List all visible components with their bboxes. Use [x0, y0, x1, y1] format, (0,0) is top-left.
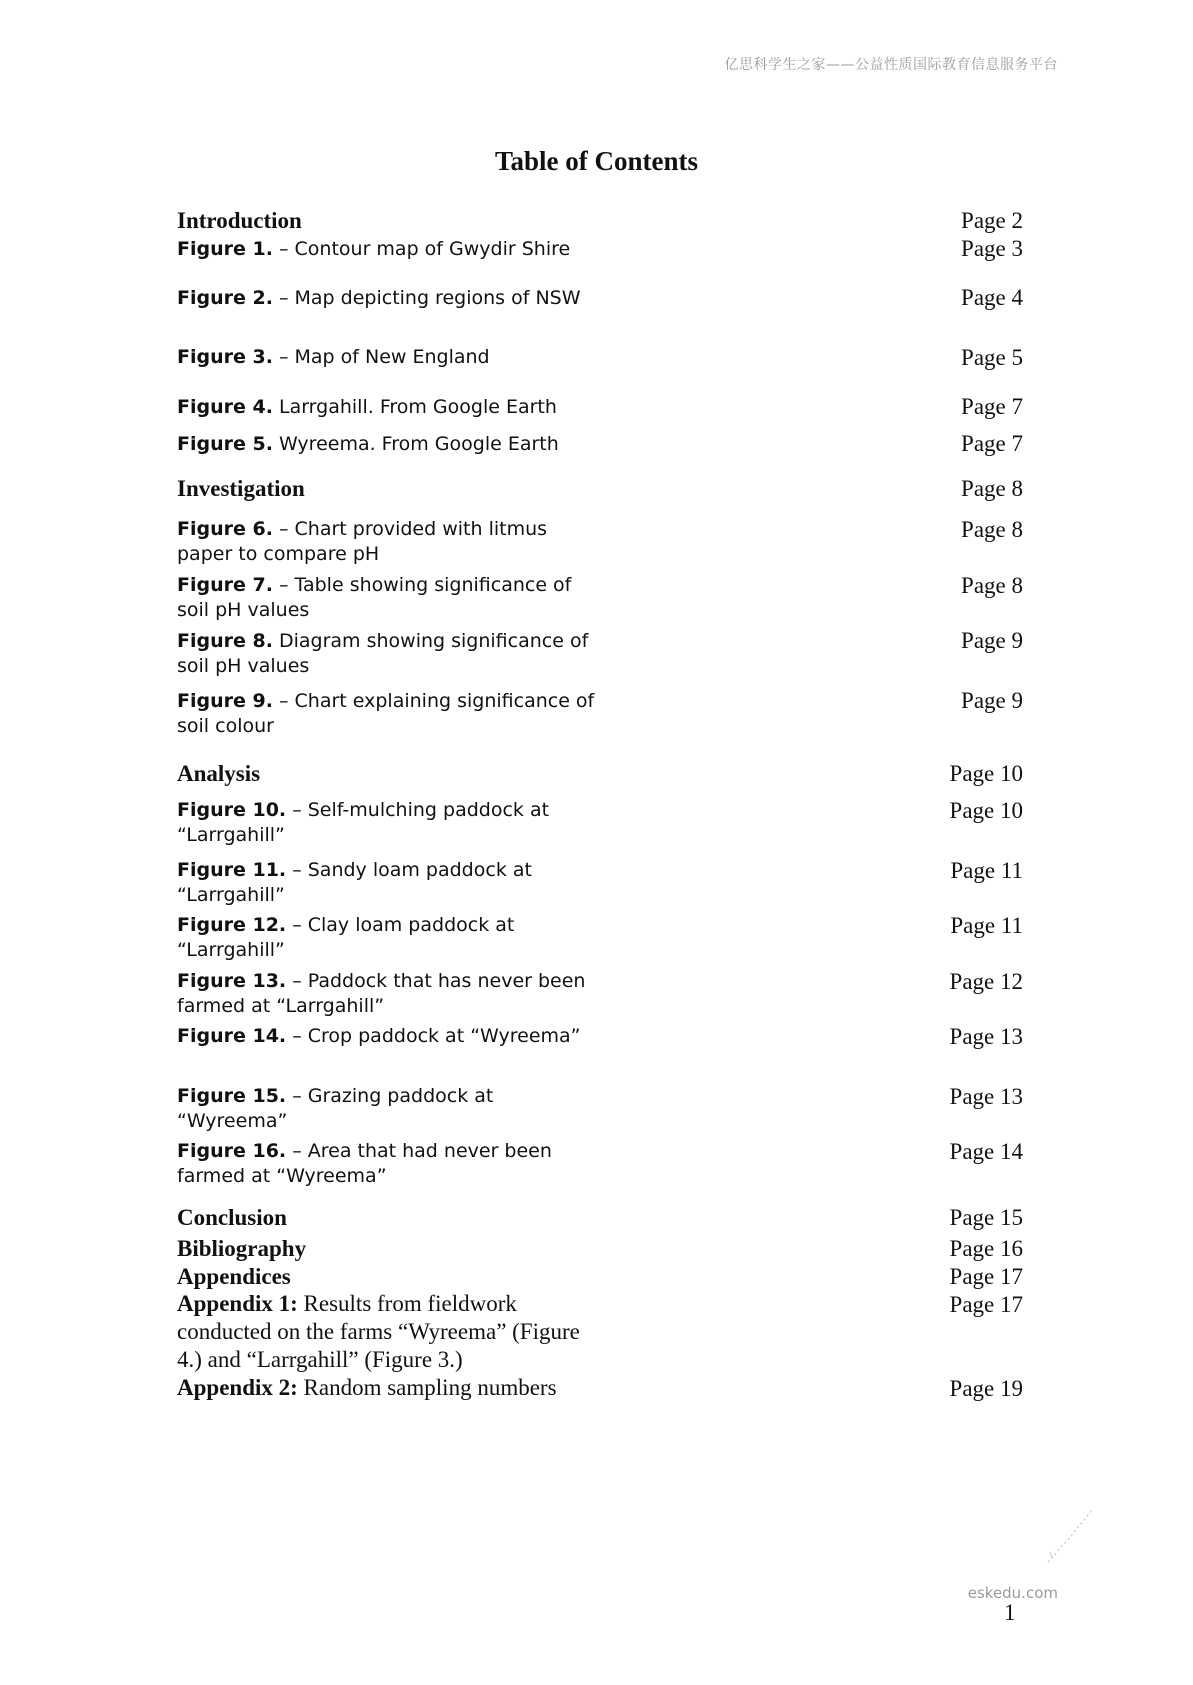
toc-page-figure-10: Page 10 — [949, 798, 1023, 823]
toc-figure-7: Figure 7. – Table showing significance of soil pH values — [177, 574, 572, 621]
pencil-mark-scribble — [1040, 1500, 1100, 1570]
footer-watermark: eskedu.com — [967, 1584, 1058, 1602]
toc-page-figure-1: Page 3 — [961, 236, 1023, 261]
toc-figure-14: Figure 14. – Crop paddock at “Wyreema” — [177, 1025, 581, 1047]
toc-page-appendices: Page 17 — [949, 1264, 1023, 1289]
page-number: 1 — [1004, 1600, 1016, 1625]
toc-page-figure-6: Page 8 — [961, 517, 1023, 542]
toc-page-figure-15: Page 13 — [949, 1084, 1023, 1109]
toc-section-analysis: Analysis — [177, 761, 261, 786]
toc-figure-12: Figure 12. – Clay loam paddock at “Larrgahill” — [177, 914, 515, 961]
toc-page-analysis: Page 10 — [949, 761, 1023, 786]
toc-page-figure-13: Page 12 — [949, 969, 1023, 994]
toc-page-investigation: Page 8 — [961, 476, 1023, 501]
toc-page-figure-2: Page 4 — [961, 285, 1023, 310]
toc-page-figure-4: Page 7 — [961, 394, 1023, 419]
toc-section-bibliography: Bibliography — [177, 1236, 307, 1261]
toc-page-figure-5: Page 7 — [961, 431, 1023, 456]
toc-page-bibliography: Page 16 — [949, 1236, 1023, 1261]
toc-figure-6: Figure 6. – Chart provided with litmus paper to compare pH — [177, 518, 548, 565]
toc-figure-1: Figure 1. – Contour map of Gwydir Shire — [177, 238, 571, 260]
toc-figure-16: Figure 16. – Area that had never been farmed at “Wyreema” — [177, 1140, 552, 1187]
toc-page-appendix-1: Page 17 — [949, 1292, 1023, 1317]
toc-figure-2: Figure 2. – Map depicting regions of NSW — [177, 287, 581, 309]
toc-appendix-2: Appendix 2: Random sampling numbers — [177, 1375, 557, 1400]
toc-section-conclusion: Conclusion — [177, 1205, 287, 1230]
toc-figure-15: Figure 15. – Grazing paddock at “Wyreema” — [177, 1085, 494, 1132]
toc-page-figure-9: Page 9 — [961, 688, 1023, 713]
toc-section-investigation: Investigation — [177, 476, 305, 501]
toc-figure-9: Figure 9. – Chart explaining significance of soil colour — [177, 690, 595, 737]
toc-page-conclusion: Page 15 — [949, 1205, 1023, 1230]
toc-page-figure-7: Page 8 — [961, 573, 1023, 598]
toc-figure-5: Figure 5. Wyreema. From Google Earth — [177, 433, 559, 455]
header-watermark: 亿思科学生之家——公益性质国际教育信息服务平台 — [724, 57, 1058, 73]
toc-figure-13: Figure 13. – Paddock that has never been farmed at “Larrgahill” — [177, 970, 586, 1017]
toc-page-figure-16: Page 14 — [949, 1139, 1023, 1164]
page-title: Table of Contents — [494, 146, 699, 176]
toc-page-introduction: Page 2 — [961, 208, 1023, 233]
toc-appendix-1: Appendix 1: Results from fieldwork conducted on the farms “Wyreema” (Figure 4.) and “Larrgahill” (Figure 3.) — [177, 1291, 580, 1372]
toc-figure-3: Figure 3. – Map of New England — [177, 346, 490, 368]
toc-page-figure-14: Page 13 — [949, 1024, 1023, 1049]
toc-figure-10: Figure 10. – Self-mulching paddock at “Larrgahill” — [177, 799, 550, 846]
toc-page-figure-11: Page 11 — [950, 858, 1023, 883]
toc-section-appendices: Appendices — [177, 1264, 291, 1289]
toc-page-figure-3: Page 5 — [961, 345, 1023, 370]
toc-figure-4: Figure 4. Larrgahill. From Google Earth — [177, 396, 557, 418]
toc-figure-11: Figure 11. – Sandy loam paddock at “Larrgahill” — [177, 859, 532, 906]
toc-figure-8: Figure 8. Diagram showing significance of soil pH values — [177, 630, 589, 677]
toc-page-figure-8: Page 9 — [961, 628, 1023, 653]
toc-section-introduction: Introduction — [177, 208, 302, 233]
toc-page-figure-12: Page 11 — [950, 913, 1023, 938]
toc-page-appendix-2: Page 19 — [949, 1376, 1023, 1401]
